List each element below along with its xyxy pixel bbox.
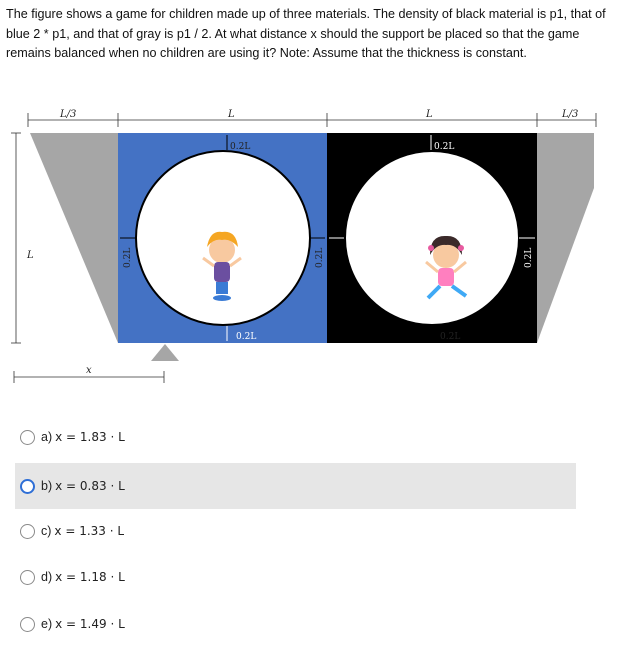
option-b[interactable] xyxy=(15,463,576,509)
figure-svg xyxy=(0,98,633,398)
option-a[interactable] xyxy=(15,414,576,460)
option-letter: a) xyxy=(41,430,53,444)
blue-left-label: 0.2L xyxy=(123,247,133,268)
top-label-black: L xyxy=(426,109,433,120)
gray-right-piece xyxy=(537,133,594,343)
blue-right-label: 0.2L xyxy=(315,247,325,268)
black-right-label: 0.2L xyxy=(524,247,534,268)
radio-button[interactable] xyxy=(20,617,35,632)
option-letter: c) xyxy=(41,524,52,538)
option-letter: b) xyxy=(41,479,53,493)
top-label-blue: L xyxy=(228,109,235,120)
x-label: x xyxy=(86,365,92,376)
height-label: L xyxy=(27,250,34,261)
black-hole xyxy=(345,151,519,325)
game-figure xyxy=(0,98,633,398)
question-text: The figure shows a game for children made up of three materials. The density of black material is p1, that of blue 2 * p1, and that of gray is p1 / 2. At what distance x should the support be placed so that the game remains balanced when no children are using it? Note: Assume that the thickness is constant. xyxy=(6,7,606,60)
option-expression: x = 1.49 · L xyxy=(55,617,125,631)
black-bottom-label: 0.2L xyxy=(440,332,461,342)
option-expression: x = 0.83 · L xyxy=(55,479,125,493)
option-expression: x = 1.33 · L xyxy=(54,524,125,538)
blue-top-label: 0.2L xyxy=(230,142,251,152)
radio-button[interactable] xyxy=(20,570,35,585)
gray-left-triangle xyxy=(30,133,118,343)
option-c[interactable] xyxy=(15,508,576,554)
option-expression: x = 1.18 · L xyxy=(55,570,125,584)
radio-button[interactable] xyxy=(20,479,35,494)
radio-button[interactable] xyxy=(20,524,35,539)
blue-bottom-label: 0.2L xyxy=(236,332,257,342)
option-d[interactable] xyxy=(15,554,576,600)
top-label-left: L/3 xyxy=(60,109,77,120)
option-letter: e) xyxy=(41,617,53,631)
radio-button[interactable] xyxy=(20,430,35,445)
support-triangle xyxy=(151,344,179,361)
top-label-right: L/3 xyxy=(562,109,579,120)
option-e[interactable] xyxy=(15,601,576,647)
option-expression: x = 1.83 · L xyxy=(55,430,125,444)
option-letter: d) xyxy=(41,570,53,584)
black-top-label: 0.2L xyxy=(434,142,455,152)
